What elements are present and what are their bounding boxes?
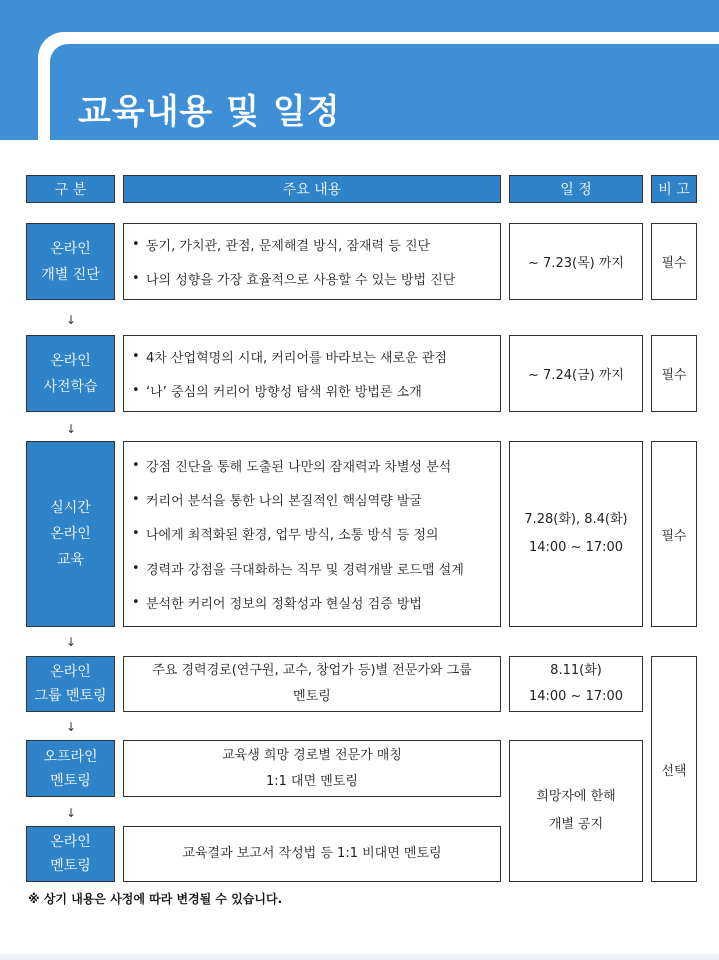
remark-cell-shared: 선택: [651, 656, 697, 882]
schedule-text: 개별 공지: [548, 817, 604, 832]
schedule-cell-shared: [509, 740, 643, 882]
stage-label: 멘토링: [50, 772, 91, 789]
column-header-category: 구 분: [26, 175, 115, 203]
stage-online-mentoring: [26, 826, 115, 882]
schedule-cell: [509, 656, 643, 712]
stage-label: 온라인: [50, 240, 91, 257]
stage-label: 실시간: [50, 500, 91, 516]
list-item: [132, 456, 500, 475]
remark-cell: 필수: [651, 223, 697, 300]
list-item-text: 커리어 분석을 통한 나의 본질적인 핵심역량 발굴: [146, 494, 422, 510]
schedule-text: 14:00 ~ 17:00: [528, 689, 624, 704]
content-cell: [123, 656, 501, 712]
content-text: 교육결과 보고서 작성법 등 1:1 비대면 멘토링: [182, 846, 442, 861]
stage-label: 교육: [56, 552, 85, 568]
stage-label: 온라인: [50, 352, 91, 369]
content-text: 1:1 대면 멘토링: [266, 773, 358, 789]
content-cell: [123, 335, 501, 412]
page-title: 교육내용 및 일정: [78, 92, 341, 132]
schedule-cell: [509, 335, 643, 412]
stage-label: 멘토링: [50, 858, 91, 874]
list-item: [132, 490, 500, 509]
bullet-icon: •: [132, 595, 140, 611]
column-header-schedule: 일 정: [509, 175, 643, 203]
schedule-cell: [509, 441, 643, 627]
stage-online-diagnosis: [26, 223, 115, 300]
stage-online-group-mentoring: [26, 656, 115, 712]
remark-cell: 필수: [651, 335, 697, 412]
schedule-text: 희망자에 한해: [536, 789, 616, 804]
arrow-down-icon: ↓: [66, 422, 77, 436]
list-item: [132, 559, 500, 578]
stage-label: 온라인: [50, 664, 91, 680]
schedule-text: ~ 7.23(목) 까지: [528, 256, 624, 271]
bullet-icon: •: [132, 560, 140, 576]
column-header-remark: 비 고: [651, 175, 697, 203]
list-item-text: 동기, 가치관, 관점, 문제해결 방식, 잠재력 등 진단: [146, 239, 431, 255]
footer-strip: [0, 954, 719, 960]
stage-label: 개별 진단: [41, 266, 100, 283]
schedule-text: 7.28(화), 8.4(화): [524, 512, 628, 527]
remark-cell: 필수: [651, 441, 697, 627]
list-item-text: 4차 산업혁명의 시대, 커리어를 바라보는 새로운 관점: [146, 351, 447, 367]
list-item-text: 분석한 커리어 정보의 정확성과 현실성 검증 방법: [146, 597, 422, 613]
content-cell: [123, 223, 501, 300]
stage-label: 온라인: [50, 834, 91, 850]
bullet-icon: •: [132, 457, 140, 473]
stage-live-online-education: [26, 441, 115, 627]
footnote: ※ 상기 내용은 사정에 따라 변경될 수 있습니다.: [28, 892, 283, 906]
list-item: [132, 593, 500, 612]
arrow-down-icon: ↓: [66, 806, 77, 820]
list-item-text: ‘나’ 중심의 커리어 방향성 탐색 위한 방법론 소개: [146, 384, 422, 400]
schedule-text: ~ 7.24(금) 까지: [528, 368, 624, 383]
list-item-text: 나에게 최적화된 환경, 업무 방식, 소통 방식 등 정의: [146, 528, 439, 544]
list-item: [132, 381, 500, 400]
content-text: 주요 경력경로(연구원, 교수, 창업가 등)별 전문가와 그룹: [152, 663, 472, 678]
arrow-down-icon: ↓: [66, 635, 77, 649]
list-item: [132, 347, 500, 366]
schedule-cell: [509, 223, 643, 300]
bullet-icon: •: [132, 382, 140, 398]
bullet-icon: •: [132, 270, 140, 286]
stage-label: 사전학습: [43, 378, 98, 395]
stage-offline-mentoring: [26, 740, 115, 797]
content-text: 멘토링: [293, 689, 331, 704]
arrow-down-icon: ↓: [66, 313, 77, 327]
content-cell: [123, 441, 501, 627]
arrow-down-icon: ↓: [66, 720, 77, 734]
list-item: [132, 235, 500, 254]
bullet-icon: •: [132, 526, 140, 542]
content-text: 교육생 희망 경로별 전문가 매칭: [222, 747, 402, 763]
list-item-text: 나의 성향을 가장 효율적으로 사용할 수 있는 방법 진단: [146, 272, 456, 288]
stage-online-prelearning: [26, 335, 115, 412]
list-item: [132, 524, 500, 543]
bullet-icon: •: [132, 349, 140, 365]
bullet-icon: •: [132, 492, 140, 508]
stage-label: 그룹 멘토링: [34, 688, 107, 704]
stage-label: 오프라인: [43, 748, 98, 765]
schedule-text: 14:00 ~ 17:00: [528, 540, 624, 555]
list-item-text: 강점 진단을 통해 도출된 나만의 잠재력과 차별성 분석: [146, 459, 452, 475]
list-item-text: 경력과 강점을 극대화하는 직무 및 경력개발 로드맵 설계: [146, 562, 464, 578]
schedule-text: 8.11(화): [550, 663, 602, 678]
content-cell: [123, 740, 501, 797]
column-header-content: 주요 내용: [123, 175, 501, 203]
content-cell: [123, 826, 501, 882]
stage-label: 온라인: [50, 526, 91, 542]
list-item: [132, 269, 500, 288]
bullet-icon: •: [132, 237, 140, 253]
